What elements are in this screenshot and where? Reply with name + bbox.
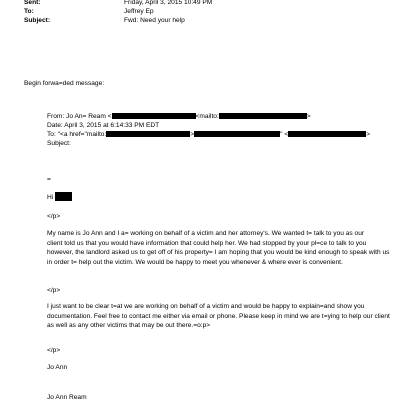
paragraph-line: documentation. Feel free to contact me either via email or phone. Please keep in mind we are t=ying to help our client: [47, 312, 390, 320]
paragraph-line: client told us that you would have information that could help her. We had stopped by your pl=ce to talk to you: [47, 239, 367, 247]
paragraph-line: however, the landlord asked us to get off of his property= I am hoping that you would be kind enough to speak with us: [47, 249, 390, 257]
redaction-bar: [112, 113, 196, 119]
p-close-tag: </p>: [47, 213, 61, 220]
sent-value: Friday, April 3, 2015 10:49 PM: [124, 0, 213, 6]
forward-intro: Begin forwa=ded message:: [24, 80, 105, 87]
quoted-date-line: Date: April 3, 2015 at 6:14:33 PM EDT: [47, 122, 160, 129]
subject-label: Subject:: [24, 17, 51, 24]
to-label: To:: [24, 8, 34, 15]
body-paragraph-2: [47, 303, 390, 332]
paragraph-line: as well as any other victims that may be out there.=o:p>: [47, 322, 211, 330]
quoted-to-mid2: " <: [280, 131, 289, 138]
paragraph-line: I just want to be clear t=at we are working on behalf of a victim and would be happy to explain=and show you: [47, 303, 365, 310]
redaction-bar: [194, 131, 280, 137]
signoff: Jo Ann: [47, 364, 68, 371]
equals-line: =: [47, 176, 51, 183]
to-value: Jeffrey Ep: [124, 8, 154, 15]
signature-name: Jo Ann Ream: [47, 394, 87, 401]
quoted-from-end: >: [306, 113, 311, 120]
p-close-tag: </p>: [47, 347, 61, 354]
quoted-to-line: [47, 131, 370, 139]
sent-row: [24, 0, 384, 8]
greeting: Hi: [47, 194, 54, 201]
redaction-bar: [106, 131, 190, 137]
to-row: [24, 8, 384, 17]
quoted-from-mailto: <mailto:: [195, 113, 219, 120]
quoted-from-prefix: From: Jo An= Ream <: [47, 113, 112, 120]
redaction-bar: [288, 131, 366, 137]
paragraph-line: My name is Jo Ann and I a= working on behalf of a victim and her attorney's. We wanted t= talk to you as our: [47, 230, 365, 237]
subject-row: [24, 17, 384, 26]
quoted-to-mid1: >: [190, 131, 195, 138]
quoted-subject-line: Subject:: [47, 140, 71, 147]
quoted-to-end: >: [366, 131, 371, 138]
quoted-from-line: [47, 113, 311, 121]
redaction-bar: [219, 113, 307, 119]
subject-value: Fwd: Need your help: [124, 17, 185, 24]
sent-label: Sent:: [24, 0, 41, 6]
greeting-line: [47, 192, 72, 202]
quoted-to-prefix: To: "<a href="mailto:: [47, 131, 107, 138]
p-close-tag: </p>: [47, 287, 61, 294]
redaction-bar: [55, 192, 72, 201]
body-paragraph-1: [47, 230, 390, 268]
paragraph-line: in order t= help out the victim. We would be happy to meet you whenever & where ever is convenient.: [47, 258, 343, 266]
